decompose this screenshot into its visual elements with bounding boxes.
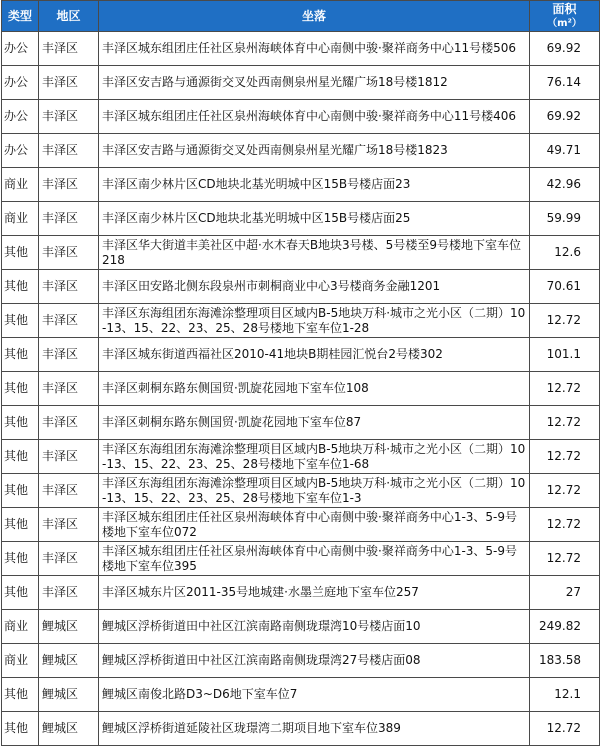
cell-region: 丰泽区 xyxy=(39,270,99,304)
table-row xyxy=(2,508,600,542)
cell-address: 鲤城区浮桥街道田中社区江滨南路南侧珑璟湾27号楼店面08 xyxy=(99,644,530,678)
cell-type: 办公 xyxy=(2,134,39,168)
cell-region: 丰泽区 xyxy=(39,236,99,270)
cell-area: 101.1 xyxy=(530,338,600,372)
table-row xyxy=(2,338,600,372)
cell-address: 丰泽区城东组团庄任社区泉州海峡体育中心南侧中骏·聚祥商务中心11号楼406 xyxy=(99,100,530,134)
header-region: 地区 xyxy=(39,1,99,32)
cell-region: 丰泽区 xyxy=(39,576,99,610)
table-row xyxy=(2,440,600,474)
cell-type: 其他 xyxy=(2,712,39,746)
cell-region: 丰泽区 xyxy=(39,32,99,66)
table-row xyxy=(2,712,600,746)
cell-type: 商业 xyxy=(2,644,39,678)
table-header-row xyxy=(2,1,600,32)
cell-type: 其他 xyxy=(2,474,39,508)
cell-type: 商业 xyxy=(2,610,39,644)
cell-address: 丰泽区安吉路与通源街交叉处西南侧泉州星光耀广场18号楼1823 xyxy=(99,134,530,168)
cell-region: 鲤城区 xyxy=(39,678,99,712)
cell-address: 丰泽区东海组团东海滩涂整理项目区域内B-5地块万科·城市之光小区（二期）10-13、15、22、23、25、28号楼地下室车位1-3 xyxy=(99,474,530,508)
cell-address: 丰泽区东海组团东海滩涂整理项目区域内B-5地块万科·城市之光小区（二期）10-13、15、22、23、25、28号楼地下室车位1-68 xyxy=(99,440,530,474)
cell-address: 丰泽区东海组团东海滩涂整理项目区域内B-5地块万科·城市之光小区（二期）10-13、15、22、23、25、28号楼地下室车位1-28 xyxy=(99,304,530,338)
cell-region: 丰泽区 xyxy=(39,406,99,440)
table-row xyxy=(2,372,600,406)
table-row xyxy=(2,542,600,576)
cell-area: 12.72 xyxy=(530,508,600,542)
header-area xyxy=(530,1,600,32)
cell-type: 其他 xyxy=(2,508,39,542)
cell-region: 丰泽区 xyxy=(39,474,99,508)
cell-address: 鲤城区浮桥街道延陵社区珑璟湾二期项目地下室车位389 xyxy=(99,712,530,746)
cell-region: 鲤城区 xyxy=(39,610,99,644)
cell-area: 12.72 xyxy=(530,712,600,746)
table-row xyxy=(2,406,600,440)
cell-type: 其他 xyxy=(2,406,39,440)
cell-address: 丰泽区华大街道丰美社区中超·水木春天B地块3号楼、5号楼至9号楼地下室车位 218 xyxy=(99,236,530,270)
cell-area: 12.72 xyxy=(530,440,600,474)
table-row xyxy=(2,270,600,304)
cell-area: 59.99 xyxy=(530,202,600,236)
cell-region: 丰泽区 xyxy=(39,542,99,576)
cell-address: 丰泽区田安路北侧东段泉州市刺桐商业中心3号楼商务金融1201 xyxy=(99,270,530,304)
cell-type: 其他 xyxy=(2,372,39,406)
cell-area: 12.1 xyxy=(530,678,600,712)
table-row xyxy=(2,66,600,100)
header-area-unit: （m²） xyxy=(547,17,582,29)
cell-region: 丰泽区 xyxy=(39,440,99,474)
table-row xyxy=(2,678,600,712)
header-type: 类型 xyxy=(2,1,39,32)
cell-address: 丰泽区城东街道西福社区2010-41地块B期桂园汇悦台2号楼302 xyxy=(99,338,530,372)
cell-address: 丰泽区城东组团庄任社区泉州海峡体育中心南侧中骏·聚祥商务中心11号楼506 xyxy=(99,32,530,66)
cell-type: 其他 xyxy=(2,338,39,372)
table-row xyxy=(2,202,600,236)
cell-area: 49.71 xyxy=(530,134,600,168)
cell-area: 76.14 xyxy=(530,66,600,100)
cell-region: 鲤城区 xyxy=(39,712,99,746)
cell-type: 商业 xyxy=(2,168,39,202)
cell-address: 丰泽区城东组团庄任社区泉州海峡体育中心南侧中骏·聚祥商务中心1-3、5-9号楼地下室车位072 xyxy=(99,508,530,542)
cell-address: 丰泽区刺桐东路东侧国贸·凯旋花园地下室车位108 xyxy=(99,372,530,406)
cell-region: 丰泽区 xyxy=(39,372,99,406)
cell-region: 丰泽区 xyxy=(39,508,99,542)
cell-address: 丰泽区南少林片区CD地块北基光明城中区15B号楼店面25 xyxy=(99,202,530,236)
cell-address: 丰泽区城东组团庄任社区泉州海峡体育中心南侧中骏·聚祥商务中心1-3、5-9号楼地下室车位395 xyxy=(99,542,530,576)
cell-type: 其他 xyxy=(2,678,39,712)
header-address: 坐落 xyxy=(99,1,530,32)
cell-address: 丰泽区南少林片区CD地块北基光明城中区15B号楼店面23 xyxy=(99,168,530,202)
table-row xyxy=(2,236,600,270)
cell-type: 办公 xyxy=(2,100,39,134)
cell-area: 27 xyxy=(530,576,600,610)
cell-address: 丰泽区刺桐东路东侧国贸·凯旋花园地下室车位87 xyxy=(99,406,530,440)
table-body xyxy=(2,32,600,746)
cell-type: 其他 xyxy=(2,576,39,610)
cell-region: 丰泽区 xyxy=(39,66,99,100)
table-row xyxy=(2,610,600,644)
table-row xyxy=(2,32,600,66)
cell-type: 其他 xyxy=(2,304,39,338)
cell-region: 丰泽区 xyxy=(39,338,99,372)
cell-address: 丰泽区城东片区2011-35号地城建·水墨兰庭地下室车位257 xyxy=(99,576,530,610)
table-row xyxy=(2,644,600,678)
table-row xyxy=(2,100,600,134)
table-row xyxy=(2,168,600,202)
cell-area: 12.72 xyxy=(530,304,600,338)
cell-area: 183.58 xyxy=(530,644,600,678)
cell-area: 12.72 xyxy=(530,372,600,406)
cell-area: 70.61 xyxy=(530,270,600,304)
header-area-label: 面积 xyxy=(552,1,577,16)
cell-region: 丰泽区 xyxy=(39,304,99,338)
cell-region: 丰泽区 xyxy=(39,134,99,168)
table-row xyxy=(2,474,600,508)
property-listing-table xyxy=(1,0,600,746)
cell-type: 其他 xyxy=(2,236,39,270)
cell-area: 69.92 xyxy=(530,100,600,134)
cell-area: 249.82 xyxy=(530,610,600,644)
cell-address: 鲤城区浮桥街道田中社区江滨南路南侧珑璟湾10号楼店面10 xyxy=(99,610,530,644)
cell-type: 其他 xyxy=(2,270,39,304)
cell-type: 其他 xyxy=(2,542,39,576)
cell-area: 42.96 xyxy=(530,168,600,202)
cell-area: 12.72 xyxy=(530,542,600,576)
cell-area: 12.6 xyxy=(530,236,600,270)
cell-region: 丰泽区 xyxy=(39,168,99,202)
cell-region: 鲤城区 xyxy=(39,644,99,678)
cell-region: 丰泽区 xyxy=(39,100,99,134)
cell-type: 商业 xyxy=(2,202,39,236)
cell-address: 鲤城区南俊北路D3~D6地下室车位7 xyxy=(99,678,530,712)
table-row xyxy=(2,576,600,610)
cell-area: 12.72 xyxy=(530,406,600,440)
cell-region: 丰泽区 xyxy=(39,202,99,236)
table-row xyxy=(2,134,600,168)
cell-type: 办公 xyxy=(2,32,39,66)
table-row xyxy=(2,304,600,338)
cell-address: 丰泽区安吉路与通源街交叉处西南侧泉州星光耀广场18号楼1812 xyxy=(99,66,530,100)
cell-type: 办公 xyxy=(2,66,39,100)
cell-area: 69.92 xyxy=(530,32,600,66)
cell-area: 12.72 xyxy=(530,474,600,508)
cell-type: 其他 xyxy=(2,440,39,474)
